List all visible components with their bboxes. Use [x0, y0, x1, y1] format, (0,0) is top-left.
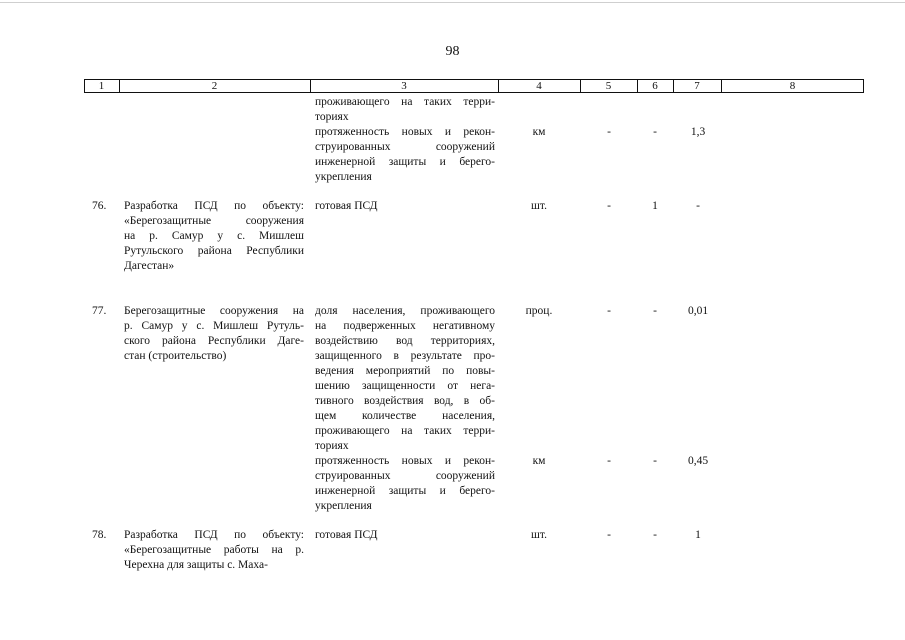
value-cell-7: 0,01 — [687, 305, 709, 317]
indicator-text-line: готовая ПСД — [315, 529, 378, 541]
item-number: 78. — [92, 529, 107, 541]
unit-cell: км — [532, 126, 546, 138]
column-number-4: 4 — [536, 80, 542, 92]
column-number-6: 6 — [652, 80, 658, 92]
value-cell-5: - — [607, 200, 611, 212]
unit-cell: проц. — [525, 305, 553, 317]
object-name-line: Рутульского района Республики — [124, 245, 304, 257]
item-number: 77. — [92, 305, 107, 317]
column-number-2: 2 — [211, 80, 218, 92]
column-number-8: 8 — [789, 80, 796, 92]
indicator-text-line: доля населения, проживающего — [315, 305, 495, 317]
value-cell-7: 1 — [695, 529, 701, 541]
indicator-text-line: проживающего на таких терри- — [315, 425, 495, 437]
unit-cell: шт. — [531, 529, 547, 541]
object-name-line: «Берегозащитные работы на р. — [124, 544, 304, 556]
indicator-text-line: струированных сооружений — [315, 141, 495, 153]
value-cell-6: - — [653, 126, 657, 138]
value-cell-6: 1 — [652, 200, 658, 212]
indicator-text-line: готовая ПСД — [315, 200, 378, 212]
indicator-text-line: шению защищенности от нега- — [315, 380, 495, 392]
column-number-3: 3 — [401, 80, 407, 92]
indicator-text-line: ториях — [315, 440, 349, 452]
column-number-5: 5 — [605, 80, 612, 92]
scan-top-edge — [0, 2, 905, 3]
indicator-text-line: ториях — [315, 111, 349, 123]
item-number: 76. — [92, 200, 107, 212]
indicator-text-line: воздействию вод территориях, — [315, 335, 495, 347]
indicator-text-line: защищенного в результате про- — [315, 350, 495, 362]
object-name-line: стан (строительство) — [124, 350, 227, 362]
value-cell-5: - — [607, 305, 611, 317]
object-name-line: Берегозащитные сооружения на — [124, 305, 304, 317]
column-number-7: 7 — [694, 80, 700, 92]
value-cell-6: - — [653, 529, 657, 541]
object-name-line: Разработка ПСД по объекту: — [124, 529, 304, 541]
object-name-line: Разработка ПСД по объекту: — [124, 200, 304, 212]
value-cell-5: - — [607, 126, 611, 138]
value-cell-6: - — [653, 305, 657, 317]
value-cell-7: 0,45 — [687, 455, 709, 467]
unit-cell: шт. — [531, 200, 547, 212]
column-number-1: 1 — [98, 80, 105, 92]
indicator-text-line: на подверженных негативному — [315, 320, 495, 332]
object-name-line: Черехна для защиты с. Маха- — [124, 559, 268, 571]
indicator-text-line: протяженность новых и рекон- — [315, 126, 495, 138]
value-cell-5: - — [607, 529, 611, 541]
object-name-line: р. Самур у с. Мишлеш Рутуль- — [124, 320, 304, 332]
value-cell-5: - — [607, 455, 611, 467]
indicator-text-line: проживающего на таких терри- — [315, 96, 495, 108]
indicator-text-line: инженерной защиты и берего- — [315, 156, 495, 168]
indicator-text-line: протяженность новых и рекон- — [315, 455, 495, 467]
object-name-line: «Берегозащитные сооружения — [124, 215, 304, 227]
indicator-text-line: струированных сооружений — [315, 470, 495, 482]
unit-cell: км — [532, 455, 546, 467]
object-name-line: Дагестан» — [124, 260, 175, 272]
page-number: 98 — [445, 44, 460, 59]
object-name-line: на р. Самур у с. Мишлеш — [124, 230, 304, 242]
value-cell-7: - — [696, 200, 700, 212]
indicator-text-line: щем количестве населения, — [315, 410, 495, 422]
value-cell-6: - — [653, 455, 657, 467]
indicator-text-line: инженерной защиты и берего- — [315, 485, 495, 497]
object-name-line: ского района Республики Даге- — [124, 335, 304, 347]
indicator-text-line: тивного воздействия вод, в об- — [315, 395, 495, 407]
value-cell-7: 1,3 — [690, 126, 706, 138]
indicator-text-line: ведения мероприятий по повы- — [315, 365, 495, 377]
indicator-text-line: укрепления — [315, 171, 372, 183]
indicator-text-line: укрепления — [315, 500, 372, 512]
